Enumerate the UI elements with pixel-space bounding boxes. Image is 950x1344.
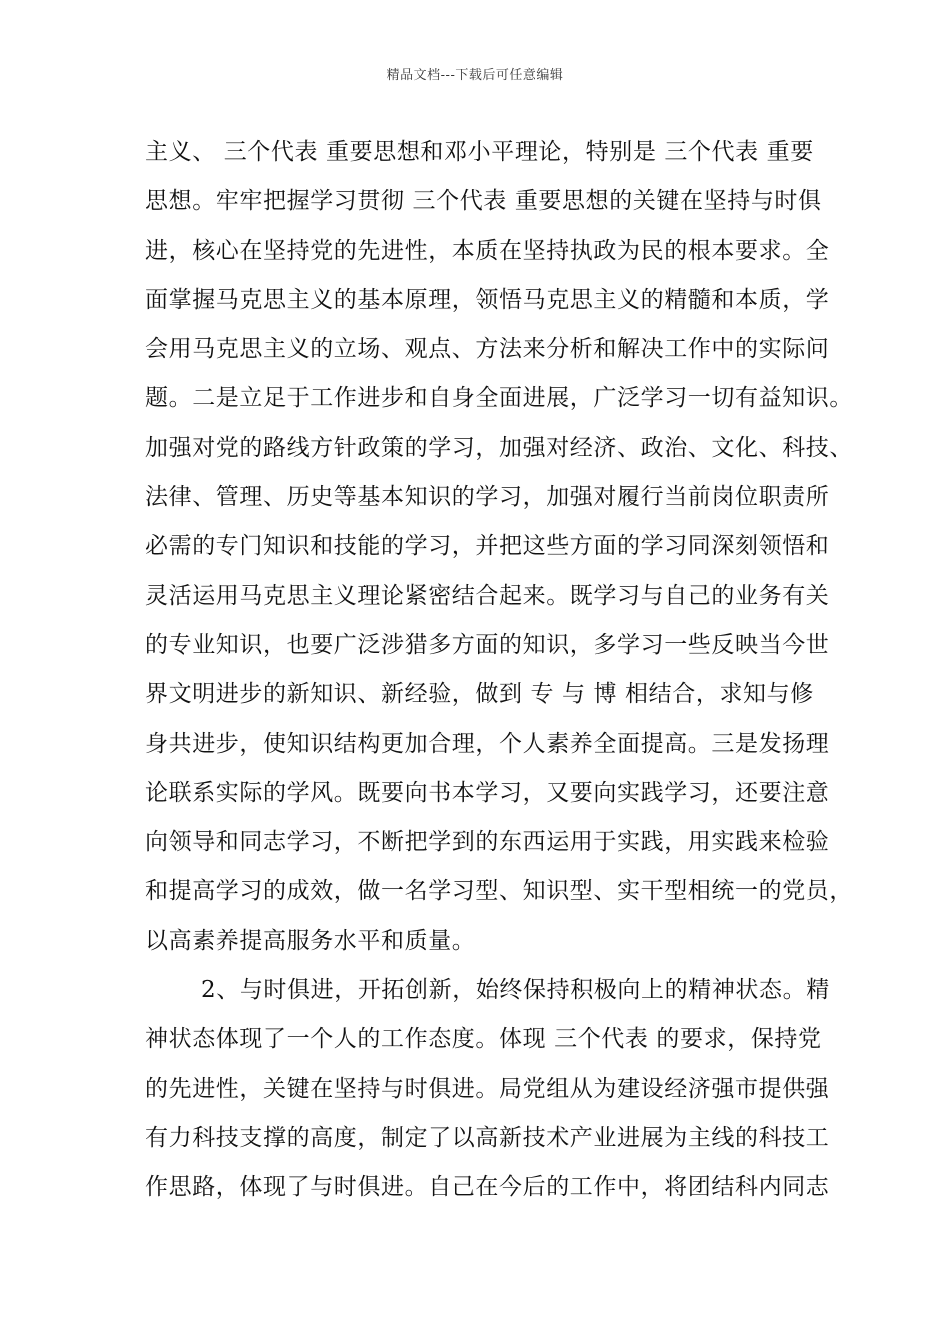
text-line: 加强对党的路线方针政策的学习，加强对经济、政治、文化、科技、 xyxy=(145,434,853,461)
text-line: 面掌握马克思主义的基本原理，领悟马克思主义的精髓和本质，学 xyxy=(145,286,830,313)
text-line: 有力科技支撑的高度，制定了以高新技术产业进展为主线的科技工 xyxy=(145,1124,830,1151)
text-line: 论联系实际的学风。既要向书本学习，又要向实践学习，还要注意 xyxy=(145,779,830,806)
text-line: 向领导和同志学习，不断把学到的东西运用于实践，用实践来检验 xyxy=(145,829,830,856)
text-line: 神状态体现了一个人的工作态度。体现 三个代表 的要求，保持党 xyxy=(145,1026,822,1053)
text-line: 会用马克思主义的立场、观点、方法来分析和解决工作中的实际问 xyxy=(145,336,830,363)
paragraph-1 xyxy=(145,132,853,970)
text-line: 进，核心在坚持党的先进性，本质在坚持执政为民的根本要求。全 xyxy=(145,237,830,264)
text-line: 和提高学习的成效，做一名学习型、知识型、实干型相统一的党员， xyxy=(145,878,853,905)
text-line: 主义、 三个代表 重要思想和邓小平理论，特别是 三个代表 重要 xyxy=(145,139,814,165)
text-line: 必需的专门知识和技能的学习，并把这些方面的学习同深刻领悟和 xyxy=(145,533,830,560)
paragraph-2 xyxy=(145,970,830,1216)
text-line: 法律、管理、历史等基本知识的学习，加强对履行当前岗位职责所 xyxy=(145,484,830,511)
text-line: 的先进性，关键在坚持与时俱进。局党组从为建设经济强市提供强 xyxy=(145,1075,830,1102)
text-line: 题。二是立足于工作进步和自身全面进展，广泛学习一切有益知识。 xyxy=(145,385,853,412)
text-line: 灵活运用马克思主义理论紧密结合起来。既学习与自己的业务有关 xyxy=(145,582,830,609)
text-line-first: 2、与时俱进，开拓创新，始终保持积极向上的精神状态。精 xyxy=(201,977,830,1004)
text-line: 思想。牢牢把握学习贯彻 三个代表 重要思想的关键在坚持与时俱 xyxy=(145,188,822,215)
document-body xyxy=(145,132,853,1217)
text-line: 界文明进步的新知识、新经验，做到 专 与 博 相结合，求知与修 xyxy=(145,681,814,708)
text-line: 身共进步，使知识结构更加合理，个人素养全面提高。三是发扬理 xyxy=(145,730,830,757)
text-line: 以高素养提高服务水平和质量。 xyxy=(145,927,476,954)
page-header: 精品文档---下载后可任意编辑 xyxy=(386,68,564,83)
text-line: 作思路，体现了与时俱进。自己在今后的工作中，将团结科内同志 xyxy=(145,1174,830,1201)
text-line: 的专业知识，也要广泛涉猎多方面的知识，多学习一些反映当今世 xyxy=(145,631,830,658)
